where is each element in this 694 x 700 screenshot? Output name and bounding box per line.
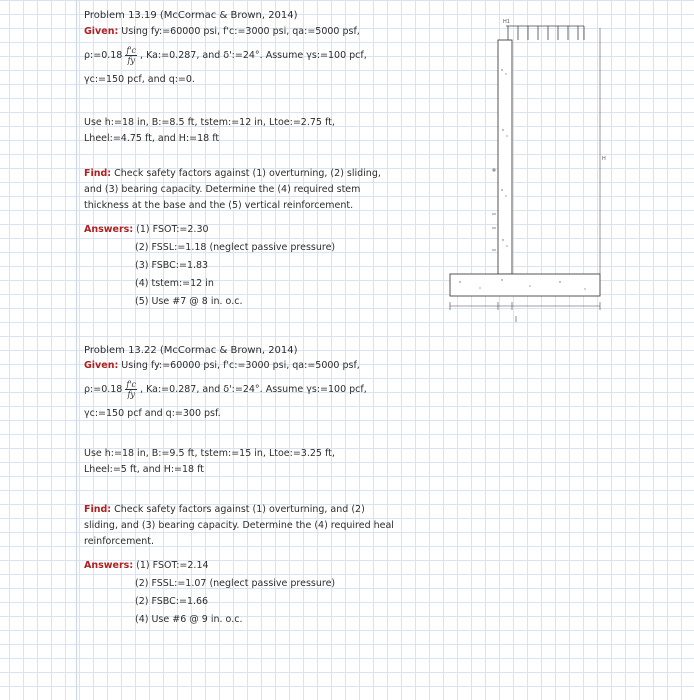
problem-2-find-line-1 — [84, 504, 365, 516]
given-text: Using fy:=60000 psi, f'c:=3000 psi, qa:=5000 psf, — [121, 360, 360, 371]
answer-item: (1) FSOT:=2.14 — [136, 560, 209, 571]
problem-1-given — [84, 26, 360, 38]
problem-2-use-line-1: Use h:=18 in, B:=9.5 ft, tstem:=15 in, Ltoe:=3.25 ft, — [84, 448, 335, 459]
surcharge-arrows — [506, 26, 584, 40]
problem-1-find-line-3: thickness at the base and the (5) vertical reinforcement. — [84, 200, 354, 211]
answers-label: Answers: — [84, 560, 134, 571]
fraction-numerator: f'c — [126, 380, 137, 389]
fc-over-fy-fraction — [125, 46, 137, 65]
problem-2-rho-line — [84, 378, 367, 402]
answer-item: (4) tstem:=12 in — [135, 278, 214, 289]
rho-suffix: , Ka:=0.287, and δ':=24°. Assume γs:=100 pcf, — [140, 50, 367, 61]
find-text: Check safety factors against (1) overturning, (2) sliding, — [114, 168, 381, 179]
page-margin-line — [76, 0, 77, 700]
answers-label: Answers: — [84, 224, 134, 235]
wall-footing — [450, 274, 600, 296]
problem-2-answers-line-1 — [84, 560, 209, 572]
problem-1-use-line-1: Use h:=18 in, B:=8.5 ft, tstem:=12 in, Ltoe:=2.75 ft, — [84, 117, 335, 128]
problem-2-find-line-3: reinforcement. — [84, 536, 154, 547]
problem-1-title: Problem 13.19 (McCormac & Brown, 2014) — [84, 10, 298, 21]
answer-item: (4) Use #6 @ 9 in. o.c. — [135, 614, 243, 625]
problem-2-use-line-2: Lheel:=5 ft, and H:=18 ft — [84, 464, 205, 475]
rho-suffix: , Ka:=0.287, and δ':=24°. Assume γs:=100 pcf, — [140, 384, 367, 395]
problem-1-use-line-2: Lheel:=4.75 ft, and H:=18 ft — [84, 133, 220, 144]
problem-1-rho-line — [84, 44, 367, 68]
given-text: Using fy:=60000 psi, f'c:=3000 psi, qa:=5000 psf, — [121, 26, 360, 37]
wall-stem — [498, 40, 512, 274]
given-label: Given: — [84, 360, 119, 371]
answer-item: (5) Use #7 @ 8 in. o.c. — [135, 296, 243, 307]
answer-item: (2) FSSL:=1.07 (neglect passive pressure) — [135, 578, 336, 589]
problem-2-title: Problem 13.22 (McCormac & Brown, 2014) — [84, 345, 298, 356]
problem-2-given — [84, 360, 360, 372]
problem-1-find-line-1 — [84, 168, 381, 180]
given-label: Given: — [84, 26, 119, 37]
problem-2-gamma-line: γc:=150 pcf and q:=300 psf. — [84, 408, 221, 419]
find-label: Find: — [84, 168, 112, 179]
left-dimension-ticks — [492, 168, 496, 250]
rho-prefix: ρ:=0.18 — [84, 384, 123, 395]
fc-over-fy-fraction — [125, 380, 137, 399]
problem-1-answers-line-1 — [84, 224, 209, 236]
fraction-denominator: fy — [127, 56, 135, 65]
answer-item: (2) FSBC:=1.66 — [135, 596, 209, 607]
rho-prefix: ρ:=0.18 — [84, 50, 123, 61]
problem-1-gamma-line: γc:=150 pcf, and q:=0. — [84, 74, 195, 85]
find-text: Check safety factors against (1) overturning, and (2) — [114, 504, 365, 515]
height-dimension-label: H — [602, 156, 606, 162]
footing-dimension-line — [450, 302, 600, 322]
retaining-wall-diagram — [440, 10, 620, 330]
problem-2-find-line-2: sliding, and (3) bearing capacity. Determine the (4) required heal — [84, 520, 394, 531]
answer-item: (1) FSOT:=2.30 — [136, 224, 209, 235]
fraction-denominator: fy — [127, 390, 135, 399]
top-dimension-label: H1 — [503, 19, 510, 25]
answer-item: (3) FSBC:=1.83 — [135, 260, 209, 271]
fraction-numerator: f'c — [126, 46, 137, 55]
answer-item: (2) FSSL:=1.18 (neglect passive pressure) — [135, 242, 336, 253]
find-label: Find: — [84, 504, 112, 515]
problem-1-find-line-2: and (3) bearing capacity. Determine the (4) required stem — [84, 184, 361, 195]
